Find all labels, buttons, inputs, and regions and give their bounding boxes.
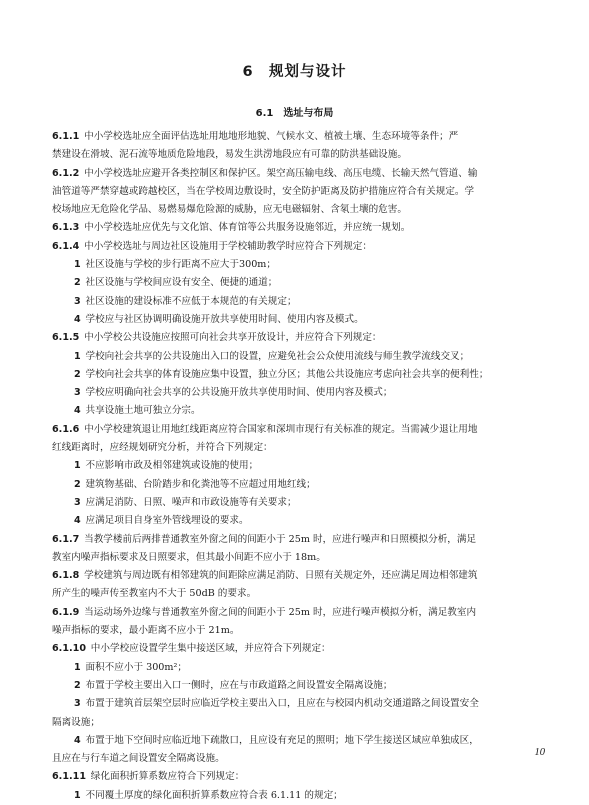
item-number: 1: [74, 259, 81, 271]
line-text: 中小学校选址应避开各类控制区和保护区。架空高压输电线、高压电缆、长输天然气管道、输: [84, 167, 478, 179]
line-text: 社区设施与学校的步行距离不应大于300m；: [85, 259, 276, 271]
line-text: 学校建筑与周边既有相邻建筑的间距除应满足消防、日照有关规定外，还应满足周边相邻建筑: [84, 570, 478, 582]
text-line: [52, 311, 540, 329]
clause-number: 6.1.8: [52, 570, 80, 582]
line-text: 中小学校选址应全面评估选址用地地形地貌、气候水文、植被土壤、生态环境等条件；严: [84, 131, 459, 142]
text-line: [52, 274, 540, 292]
text-line: [52, 457, 540, 475]
item-number: 2: [74, 478, 81, 490]
line-text: 学校应明确向社会共享的公共设施开放共享使用时间、使用内容及模式；: [85, 387, 393, 399]
text-line: [52, 476, 540, 494]
page-number: 10: [534, 747, 545, 758]
text-line: [52, 750, 540, 768]
text-line: [52, 384, 540, 402]
text-line: [52, 128, 540, 146]
text-line: [52, 238, 540, 256]
line-text: 红线距离时，应经规划研究分析，并符合下列规定：: [52, 442, 273, 454]
item-number: 4: [74, 313, 81, 325]
text-line: [52, 201, 540, 219]
text-line: [52, 659, 540, 677]
text-line: [52, 677, 540, 695]
text-line: [52, 439, 540, 457]
item-number: 3: [74, 698, 81, 710]
text-line: [52, 714, 540, 732]
text-line: [52, 768, 540, 786]
item-number: 4: [74, 405, 81, 417]
line-text: 应满足消防、日照、噪声和市政设施等有关要求；: [85, 496, 297, 508]
text-line: [52, 512, 540, 530]
document-body: [52, 128, 540, 805]
text-line: [52, 585, 540, 603]
line-text: 隔离设施；: [52, 716, 100, 728]
line-text: 中小学校应设置学生集中接送区域，并应符合下列规定：: [90, 643, 331, 655]
line-text: 中小学校建筑退让用地红线距离应符合国家和深圳市现行有关标准的规定。当需减少退让用地: [84, 423, 478, 435]
clause-number: 6.1.1: [52, 131, 80, 142]
text-line: [52, 366, 540, 384]
item-number: 1: [74, 789, 81, 801]
item-number: 2: [74, 277, 81, 289]
line-text: 学校应与社区协调明确设施开放共享使用时间、使用内容及模式。: [85, 313, 364, 325]
line-text: 绿化面积折算系数应符合下列规定：: [90, 771, 245, 783]
line-text: 布置于学校主要出入口一侧时，应在与市政道路之间设置安全隔离设施；: [85, 679, 393, 691]
section-title: 6.1 选址与布局: [255, 108, 334, 119]
clause-number: 6.1.2: [52, 167, 80, 179]
text-line: [52, 622, 540, 640]
line-text: 中小学校选址与周边社区设施用于学校辅助教学时应符合下列规定：: [84, 240, 372, 252]
item-number: 4: [74, 515, 81, 527]
text-line: [52, 640, 540, 658]
line-text: 学校向社会共享的体育设施应集中设置，独立分区；其他公共设施应考虑向社会共享的便利性；: [85, 368, 489, 380]
clause-number: 6.1.10: [52, 643, 86, 655]
line-text: 布置于地下空间时应临近地下疏散口，且应设有充足的照明；地下学生接送区域应单独成区，: [85, 734, 479, 746]
item-number: 1: [74, 350, 81, 362]
line-text: 不同覆土厚度的绿化面积折算系数应符合表 6.1.11 的规定；: [85, 789, 343, 801]
clause-number: 6.1.7: [52, 533, 80, 545]
clause-number: 6.1.6: [52, 423, 80, 435]
text-line: [52, 183, 540, 201]
line-text: 学校向社会共享的公共设施出入口的设置，应避免社会公众使用流线与师生教学流线交叉；: [85, 350, 470, 362]
text-line: [52, 531, 540, 549]
line-text: 不应影响市政及相邻建筑或设施的使用；: [85, 460, 259, 472]
text-line: [52, 219, 540, 237]
line-text: 当教学楼前后两排普通教室外窗之间的间距小于 25m 时，应进行噪声和日照模拟分析，满足: [84, 533, 477, 545]
text-line: [52, 402, 540, 420]
line-text: 社区设施的建设标准不应低于本规范的有关规定；: [85, 295, 297, 307]
item-number: 3: [74, 295, 81, 307]
text-line: [52, 329, 540, 347]
line-text: 当运动场外边缘与普通教室外窗之间的间距小于 25m 时，应进行噪声模拟分析，满足教室内: [84, 606, 477, 618]
line-text: 油管道等严禁穿越或跨越校区，当在学校周边敷设时，安全防护距离及防护措施应符合有关规定。学: [52, 185, 475, 197]
clause-number: 6.1.9: [52, 606, 80, 618]
item-number: 2: [74, 368, 81, 380]
item-number: 3: [74, 496, 81, 508]
text-line: [52, 165, 540, 183]
text-line: [52, 695, 540, 713]
line-text: 噪声指标的要求，最小距离不应小于 21m。: [52, 625, 240, 637]
line-text: 中小学校选址应优先与文化馆、体育馆等公共服务设施邻近，并应统一规划。: [84, 222, 411, 234]
text-line: [52, 732, 540, 750]
chapter-title: 6 规划与设计: [242, 64, 347, 80]
line-text: 所产生的噪声传至教室内不大于 50dB 的要求。: [52, 588, 257, 600]
line-text: 中小学校公共设施应按照可向社会共享开放设计，并应符合下列规定：: [84, 332, 382, 344]
clause-number: 6.1.11: [52, 771, 86, 783]
text-line: [52, 494, 540, 512]
line-text: 禁建设在滑坡、泥石流等地质危险地段，易发生洪涝地段应有可靠的防洪基础设施。: [52, 149, 407, 161]
clause-number: 6.1.3: [52, 222, 80, 234]
clause-number: 6.1.5: [52, 332, 80, 344]
text-line: [52, 787, 540, 805]
text-line: [52, 421, 540, 439]
text-line: [52, 146, 540, 164]
item-number: 2: [74, 679, 81, 691]
text-line: [52, 604, 540, 622]
line-text: 校场地应无危险化学品、易燃易爆危险源的威胁，应无电磁辐射、含氡土壤的危害。: [52, 204, 407, 216]
item-number: 3: [74, 387, 81, 399]
item-number: 4: [74, 734, 81, 746]
text-line: [52, 293, 540, 311]
line-text: 建筑物基础、台阶踏步和化粪池等不应超过用地红线；: [85, 478, 316, 490]
text-line: [52, 549, 540, 567]
line-text: 共享设施土地可独立分宗。: [85, 405, 201, 417]
line-text: 布置于建筑首层架空层时应临近学校主要出入口，且应在与校园内机动交通道路之间设置安全: [85, 698, 479, 710]
line-text: 社区设施与学校间应设有安全、便捷的通道；: [85, 277, 278, 289]
text-line: [52, 348, 540, 366]
text-line: [52, 567, 540, 585]
line-text: 面积不应小于 300m²；: [85, 661, 187, 673]
clause-number: 6.1.4: [52, 240, 80, 252]
item-number: 1: [74, 661, 81, 673]
line-text: 且应在与行车道之间设置安全隔离设施。: [52, 753, 225, 765]
line-text: 教室内噪声指标要求及日照要求，但其最小间距不应小于 18m。: [52, 551, 326, 563]
line-text: 应满足项目自身室外管线埋设的要求。: [85, 515, 249, 527]
item-number: 1: [74, 460, 81, 472]
text-line: [52, 256, 540, 274]
